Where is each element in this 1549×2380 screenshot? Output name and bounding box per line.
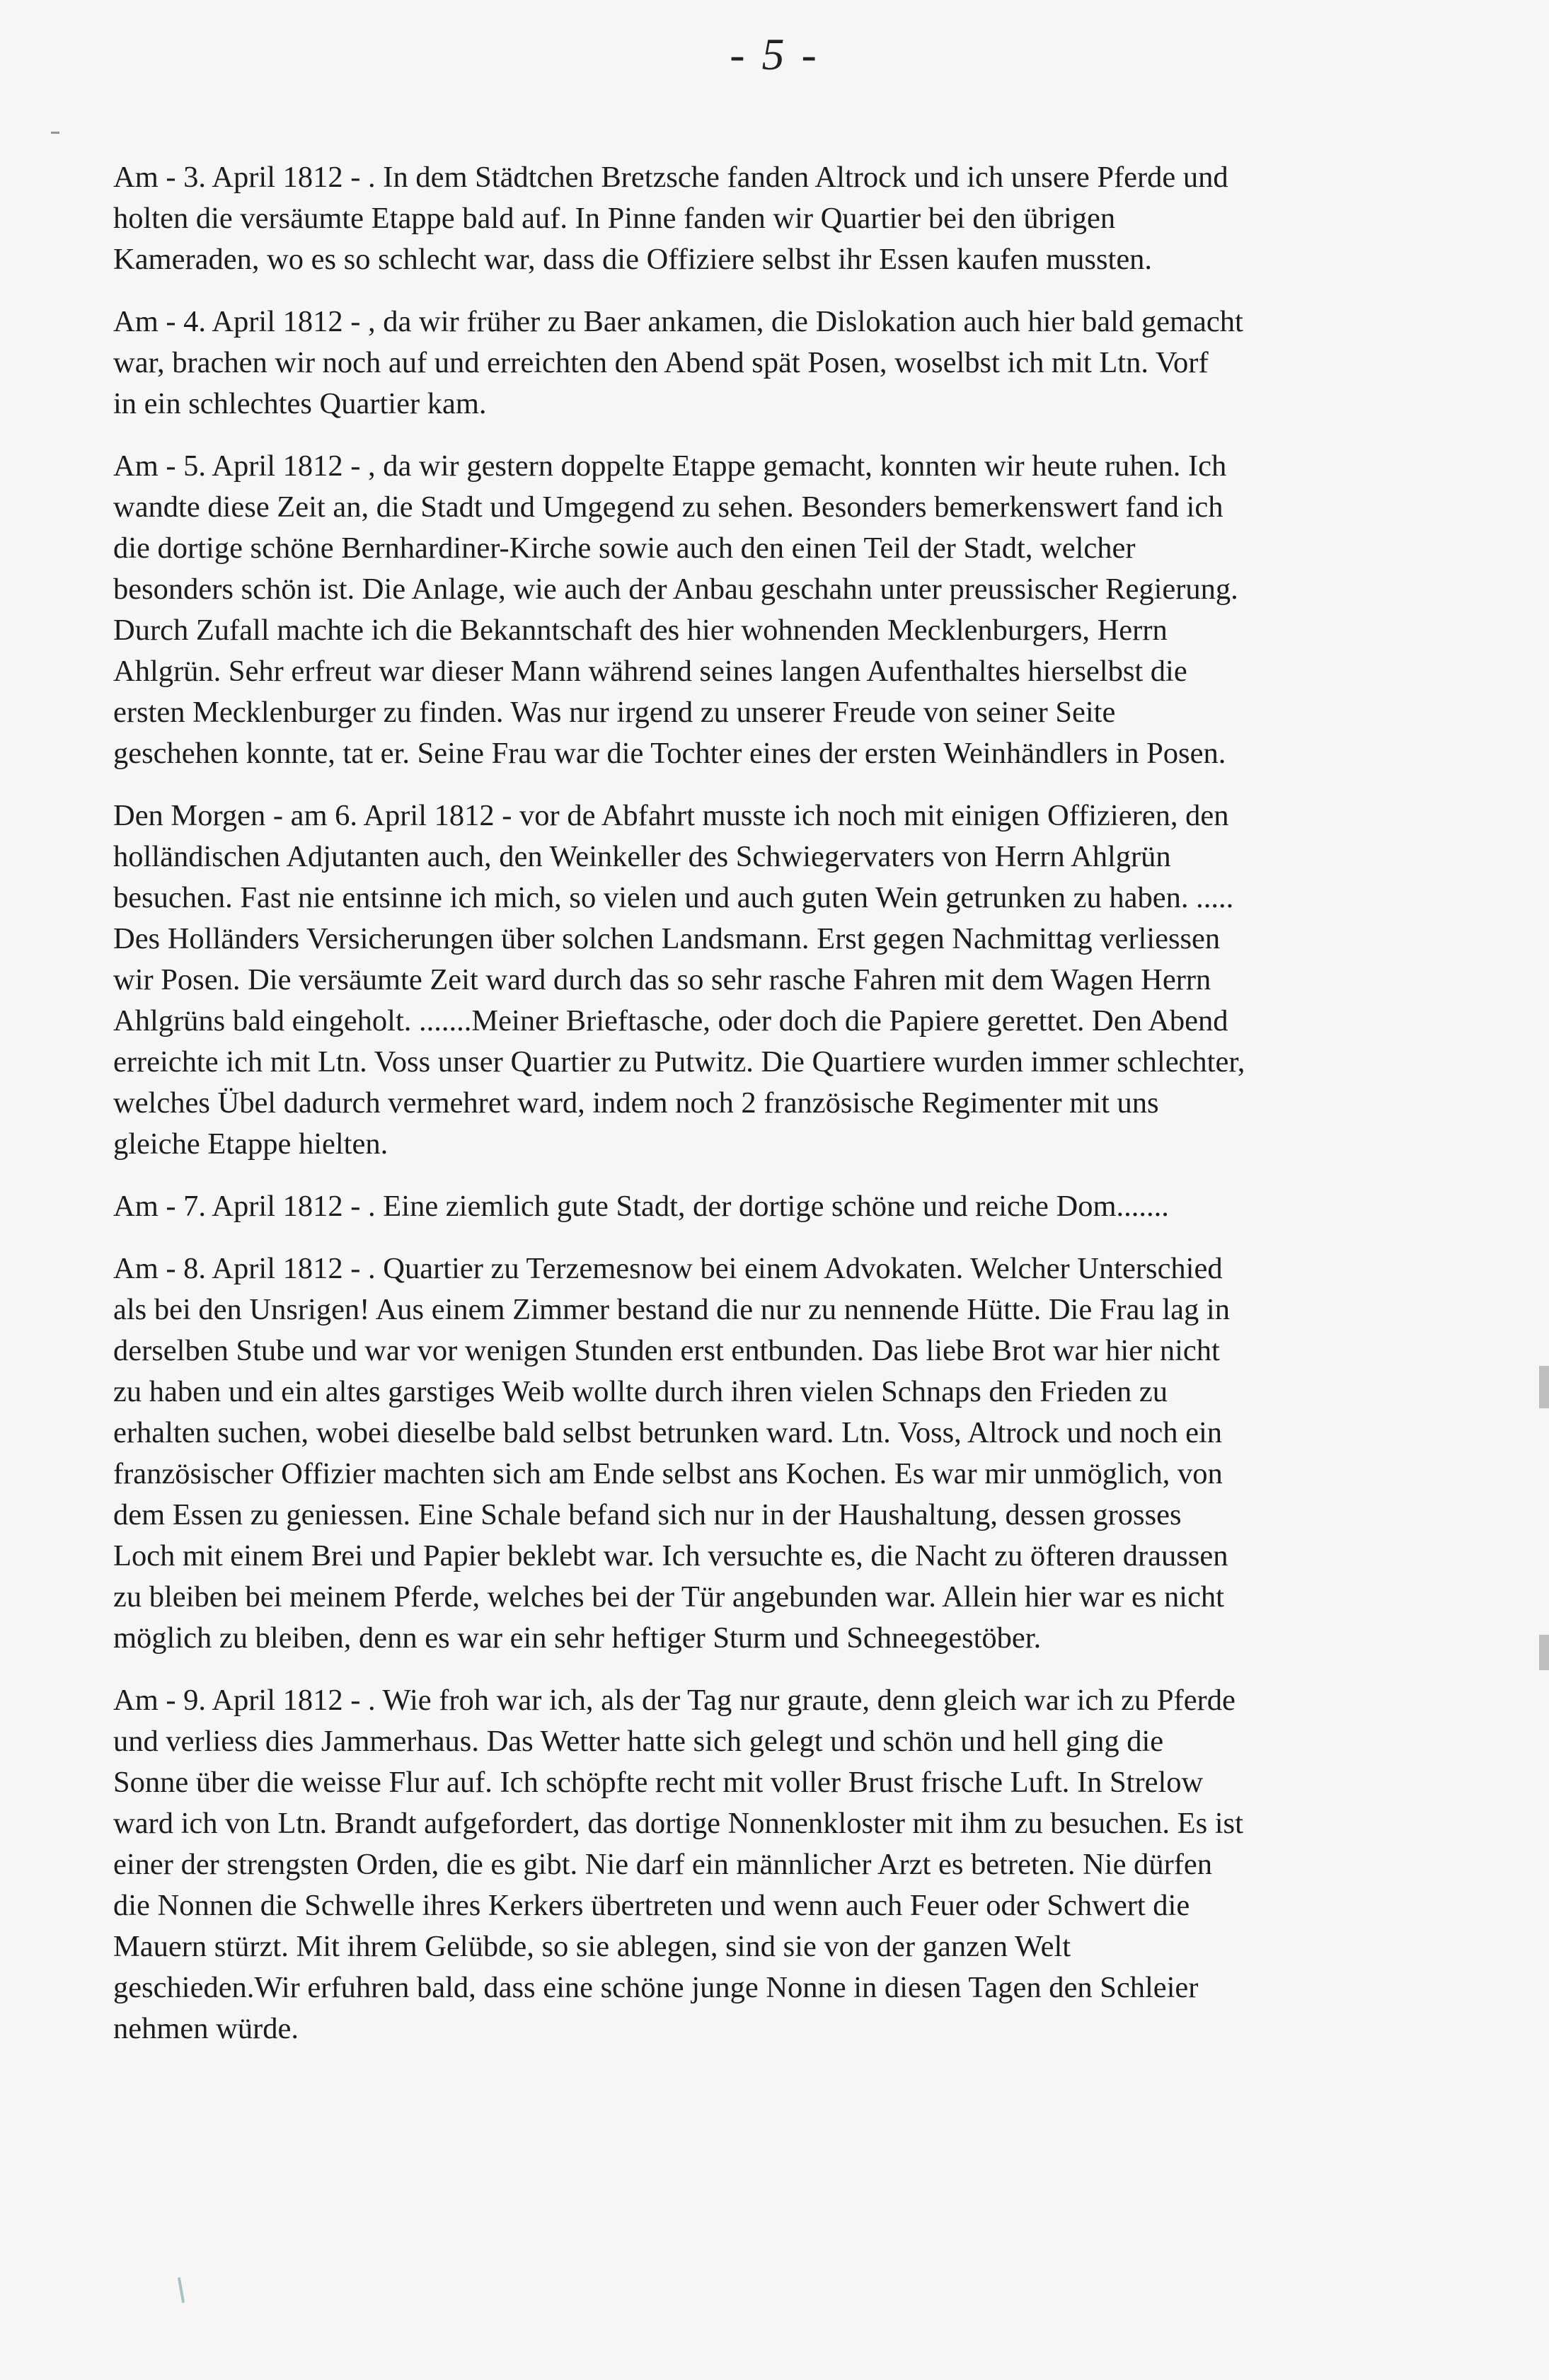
text-line: Sonne über die weisse Flur auf. Ich schöpfte recht mit voller Brust frische Luft. In Strelow [113,1766,1204,1799]
text-line: Mauern stürzt. Mit ihrem Gelübde, so sie ablegen, sind sie von der ganzen Welt [113,1930,1071,1963]
text-line: die Nonnen die Schwelle ihres Kerkers übertreten und wenn auch Feuer oder Schwert die [113,1889,1190,1922]
text-line: ward ich von Ltn. Brandt aufgefordert, das dortige Nonnenkloster mit ihm zu besuchen. Es ist [113,1807,1243,1840]
diary-entry-april-9 [113,1680,1514,2050]
text-line: Am - 8. April 1812 - . Quartier zu Terzemesnow bei einem Advokaten. Welcher Unterschied [113,1252,1223,1285]
text-line: Kameraden, wo es so schlecht war, dass die Offiziere selbst ihr Essen kaufen mussten. [113,243,1153,276]
text-line: besuchen. Fast nie entsinne ich mich, so vielen und auch guten Wein getrunken zu haben. ..... [113,881,1234,914]
text-line: erhalten suchen, wobei dieselbe bald selbst betrunken ward. Ltn. Voss, Altrock und noch ein [113,1416,1223,1449]
text-line: geschieden.Wir erfuhren bald, dass eine schöne junge Nonne in diesen Tagen den Schleier [113,1971,1199,2004]
scan-edge-mark [1539,1366,1549,1408]
text-line: nehmen würde. [113,2012,299,2045]
text-line: welches Übel dadurch vermehret ward, indem noch 2 französische Regimenter mit uns [113,1086,1159,1120]
text-line: besonders schön ist. Die Anlage, wie auch der Anbau geschahn unter preussischer Regierung. [113,573,1238,606]
text-line: einer der strengsten Orden, die es gibt. Nie darf ein männlicher Arzt es betreten. Nie dürfen [113,1848,1213,1881]
text-line: die dortige schöne Bernhardiner-Kirche sowie auch den einen Teil der Stadt, welcher [113,531,1136,565]
text-line: erreichte ich mit Ltn. Voss unser Quartier zu Putwitz. Die Quartiere wurden immer schlechter, [113,1045,1245,1079]
text-line: Am - 5. April 1812 - , da wir gestern doppelte Etappe gemacht, konnten wir heute ruhen. Ich [113,449,1227,483]
text-line: Ahlgrün. Sehr erfreut war dieser Mann während seines langen Aufenthaltes hierselbst die [113,655,1187,688]
diary-entry-april-4 [113,301,1514,425]
text-line: wandte diese Zeit an, die Stadt und Umgegend zu sehen. Besonders bemerkenswert fand ich [113,490,1223,524]
text-line: holten die versäumte Etappe bald auf. In Pinne fanden wir Quartier bei den übrigen [113,202,1116,235]
text-line: in ein schlechtes Quartier kam. [113,387,487,420]
text-line: Des Holländers Versicherungen über solchen Landsmann. Erst gegen Nachmittag verliessen [113,922,1221,955]
diary-entry-april-6 [113,795,1514,1165]
text-line: geschehen konnte, tat er. Seine Frau war die Tochter eines der ersten Weinhändlers in Posen. [113,737,1226,770]
text-line: als bei den Unsrigen! Aus einem Zimmer bestand die nur zu nennende Hütte. Die Frau lag in [113,1293,1230,1326]
text-line: zu haben und ein altes garstiges Weib wollte durch ihren vielen Schnaps den Frieden zu [113,1375,1168,1408]
text-line: Am - 7. April 1812 - . Eine ziemlich gute Stadt, der dortige schöne und reiche Dom....... [113,1190,1169,1223]
text-line: Den Morgen - am 6. April 1812 - vor de Abfahrt musste ich noch mit einigen Offizieren, den [113,799,1229,832]
text-line: war, brachen wir noch auf und erreichten den Abend spät Posen, woselbst ich mit Ltn. Vorf [113,346,1209,379]
text-line: holländischen Adjutanten auch, den Weinkeller des Schwiegervaters von Herrn Ahlgrün [113,840,1171,873]
document-body [113,157,1514,2071]
text-line: möglich zu bleiben, denn es war ein sehr heftiger Sturm und Schneegestöber. [113,1621,1042,1655]
page-number: - 5 - [730,29,819,79]
diary-entry-april-8 [113,1248,1514,1659]
text-line: französischer Offizier machten sich am Ende selbst ans Kochen. Es war mir unmöglich, von [113,1457,1223,1490]
diary-entry-april-7 [113,1186,1514,1227]
text-line: und verliess dies Jammerhaus. Das Wetter hatte sich gelegt und schön und hell ging die [113,1725,1164,1758]
text-line: ersten Mecklenburger zu finden. Was nur irgend zu unserer Freude von seiner Seite [113,696,1116,729]
diary-entry-april-5 [113,446,1514,774]
text-line: Loch mit einem Brei und Papier beklebt war. Ich versuchte es, die Nacht zu öfteren draussen [113,1539,1228,1573]
text-line: Am - 3. April 1812 - . In dem Städtchen Bretzsche fanden Altrock und ich unsere Pferde und [113,161,1228,194]
text-line: derselben Stube und war vor wenigen Stunden erst entbunden. Das liebe Brot war hier nicht [113,1334,1220,1367]
scan-edge-mark [1539,1635,1549,1670]
text-line: wir Posen. Die versäumte Zeit ward durch das so sehr rasche Fahren mit dem Wagen Herrn [113,963,1211,996]
text-line: Durch Zufall machte ich die Bekanntschaft des hier wohnenden Mecklenburgers, Herrn [113,614,1168,647]
text-line: Ahlgrüns bald eingeholt. .......Meiner Brieftasche, oder doch die Papiere gerettet. Den Abend [113,1004,1228,1037]
scan-mark [51,132,59,134]
scan-mark [178,2277,185,2303]
text-line: gleiche Etappe hielten. [113,1127,388,1161]
text-line: Am - 4. April 1812 - , da wir früher zu Baer ankamen, die Dislokation auch hier bald gemacht [113,305,1243,338]
text-line: Am - 9. April 1812 - . Wie froh war ich, als der Tag nur graute, denn gleich war ich zu Pferde [113,1684,1236,1717]
diary-entry-april-3 [113,157,1514,280]
text-line: zu bleiben bei meinem Pferde, welches bei der Tür angebunden war. Allein hier war es nicht [113,1580,1224,1614]
text-line: dem Essen zu geniessen. Eine Schale befand sich nur in der Haushaltung, dessen grosses [113,1498,1182,1531]
